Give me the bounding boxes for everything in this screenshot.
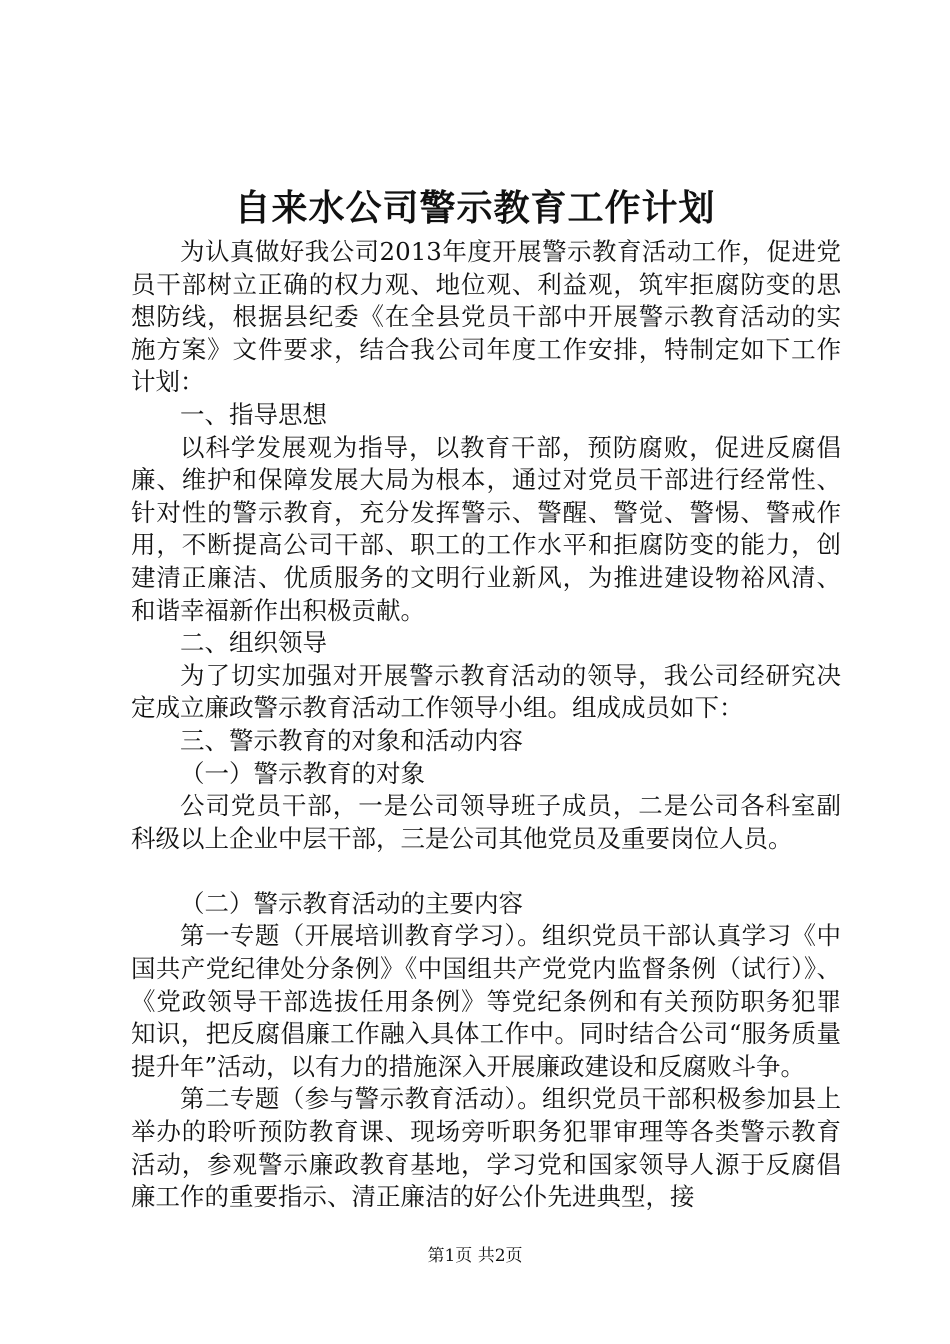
heading-guiding-thought: 一、指导思想 <box>180 399 327 429</box>
subheading-targets: （一）警示教育的对象 <box>180 758 425 788</box>
document-body <box>131 236 841 1214</box>
document-title: 自来水公司警示教育工作计划 <box>234 187 716 229</box>
paragraph-organization: 为了切实加强对开展警示教育活动的领导，我公司经研究决定成立廉政警示教育活动工作领导小组。组成成员如下： <box>131 660 841 723</box>
paragraph-targets: 公司党员干部，一是公司领导班子成员，二是公司各科室副科级以上企业中层干部，三是公司其他党员及重要岗位人员。 <box>131 791 841 853</box>
paragraph-topic-two: 第二专题（参与警示教育活动）。组织党员干部积极参加县上举办的聆听预防教育课、现场旁听职务犯罪审理等各类警示教育活动，参观警示廉政教育基地，学习党和国家领导人源于反腐倡廉工作的重要指示、清正廉洁的好公仆先进典型，接 <box>131 1084 841 1212</box>
page-footer: 第1页 共2页 <box>427 1246 523 1266</box>
paragraph-intro: 为认真做好我公司2013年度开展警示教育活动工作，促进党员干部树立正确的权力观、地位观、利益观，筑牢拒腐防变的思想防线，根据县纪委《在全县党员干部中开展警示教育活动的实施方案》文件要求，结合我公司年度工作安排，特制定如下工作计划： <box>131 237 841 397</box>
subheading-main-content: （二）警示教育活动的主要内容 <box>180 888 523 918</box>
heading-targets-and-content: 三、警示教育的对象和活动内容 <box>180 725 523 755</box>
paragraph-topic-one: 第一专题（开展培训教育学习）。组织党员干部认真学习《中国共产党纪律处分条例》《中国组共产党党内监督条例（试行）》、《党政领导干部选拔任用条例》等党纪条例和有关预防职务犯罪知识，把反腐倡廉工作融入具体工作中。同时结合公司“服务质量提升年”活动，以有力的措施深入开展廉政建设和反腐败斗争。 <box>131 921 841 1081</box>
paragraph-guiding-thought: 以科学发展观为指导，以教育干部，预防腐败，促进反腐倡廉、维护和保障发展大局为根本，通过对党员干部进行经常性、针对性的警示教育，充分发挥警示、警醒、警觉、警惕、警戒作用，不断提高公司干部、职工的工作水平和拒腐防变的能力，创建清正廉洁、优质服务的文明行业新风，为推进建设物裕风清、和谐幸福新作出积极贡献。 <box>131 432 841 625</box>
heading-organization: 二、组织领导 <box>180 628 327 658</box>
